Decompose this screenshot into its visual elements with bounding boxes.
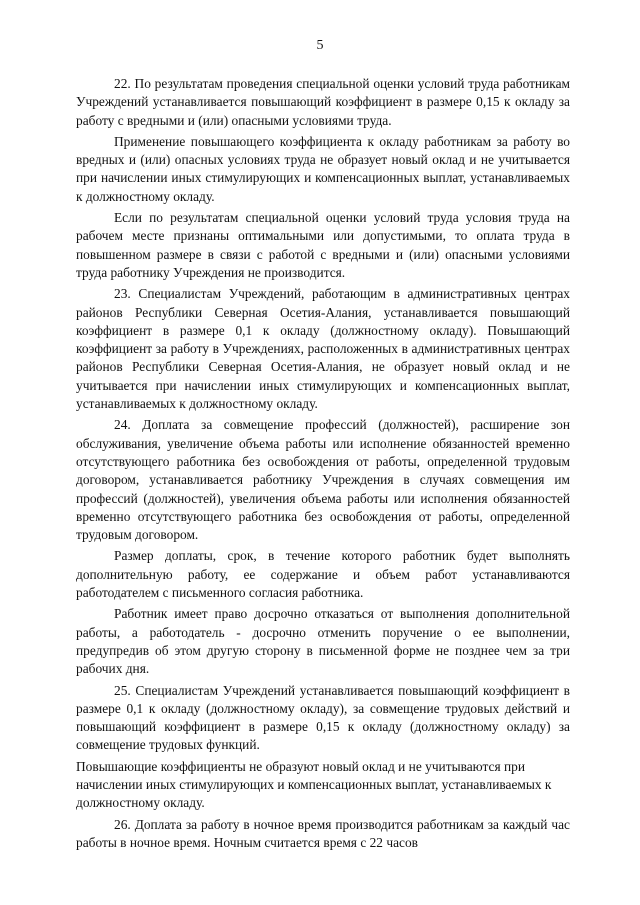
paragraph-25: 25. Специалистам Учреждений устанавливается повышающий коэффициент в размере 0,1 к окладу (должностному окладу), за совмещение трудовых действий и повышающий коэффициент в размере 0,15 к окладу (должностному окладу) за совмещение трудовых функций. xyxy=(76,682,570,753)
page-number: 5 xyxy=(316,38,324,53)
paragraph-25-coefficients: Повышающие коэффициенты не образуют новый оклад и не учитываются при начислении иных стимулирующих и компенсационных выплат, устанавливаемых к должностному окладу. xyxy=(76,758,552,811)
document-body xyxy=(76,75,570,855)
paragraph-24-early-refusal: Работник имеет право досрочно отказаться от выполнения дополнительной работы, а работодатель - досрочно отменить поручение о ее выполнении, предупредив об этом другую сторону в письменной форме не позднее чем за три рабочих дня. xyxy=(76,606,570,677)
paragraph-23: 23. Специалистам Учреждений, работающим в административных центрах районов Республики Северная Осетия-Алания, устанавливается повышающий коэффициент в размере 0,1 к окладу (должностному окладу). Повышающий коэффициент за работу в Учреждениях, расположенных в административных центрах районов Республики Северная Осетия-Алания, не образует новый оклад и не учитывается при начислении иных стимулирующих и компенсационных выплат, устанавливаемых к должностному окладу. xyxy=(76,286,570,412)
paragraph-22: 22. По результатам проведения специальной оценки условий труда работникам Учреждений устанавливается повышающий коэффициент в размере 0,15 к окладу за работу с вредными и (или) опасными условиями труда. xyxy=(76,76,570,128)
paragraph-24-amount: Размер доплаты, срок, в течение которого работник будет выполнять дополнительную работу, ее содержание и объем работ устанавливаются работодателем с письменного согласия работника. xyxy=(76,548,570,601)
paragraph-26: 26. Доплата за работу в ночное время производится работникам за каждый час работы в ночное время. Ночным считается время с 22 часов xyxy=(76,816,570,850)
paragraph-22-application: Применение повышающего коэффициента к окладу работникам за работу во вредных и (или) опасных условиях труда не образует новый оклад и не учитывается при начислении иных стимулирующих и компенсационных выплат, устанавливаемых к должностному окладу. xyxy=(76,133,570,204)
paragraph-22-optimal-conditions: Если по результатам специальной оценки условий труда условия труда на рабочем месте признаны оптимальными или допустимыми, то оплата труда в повышенном размере в связи с работой с вредными и (или) опасными условиями труда работнику Учреждения не производится. xyxy=(76,210,570,280)
paragraph-24: 24. Доплата за совмещение профессий (должностей), расширение зон обслуживания, увеличение объема работы или исполнение обязанностей временно отсутствующего работника без освобождения от работы, определенной трудовым договором, устанавливается работнику Учреждения в случаях совмещения им профессий (должностей), увеличения объема работы или исполнения обязанностей временно отсутствующего работника без освобождения от работы, определенной трудовым договором. xyxy=(76,417,570,543)
